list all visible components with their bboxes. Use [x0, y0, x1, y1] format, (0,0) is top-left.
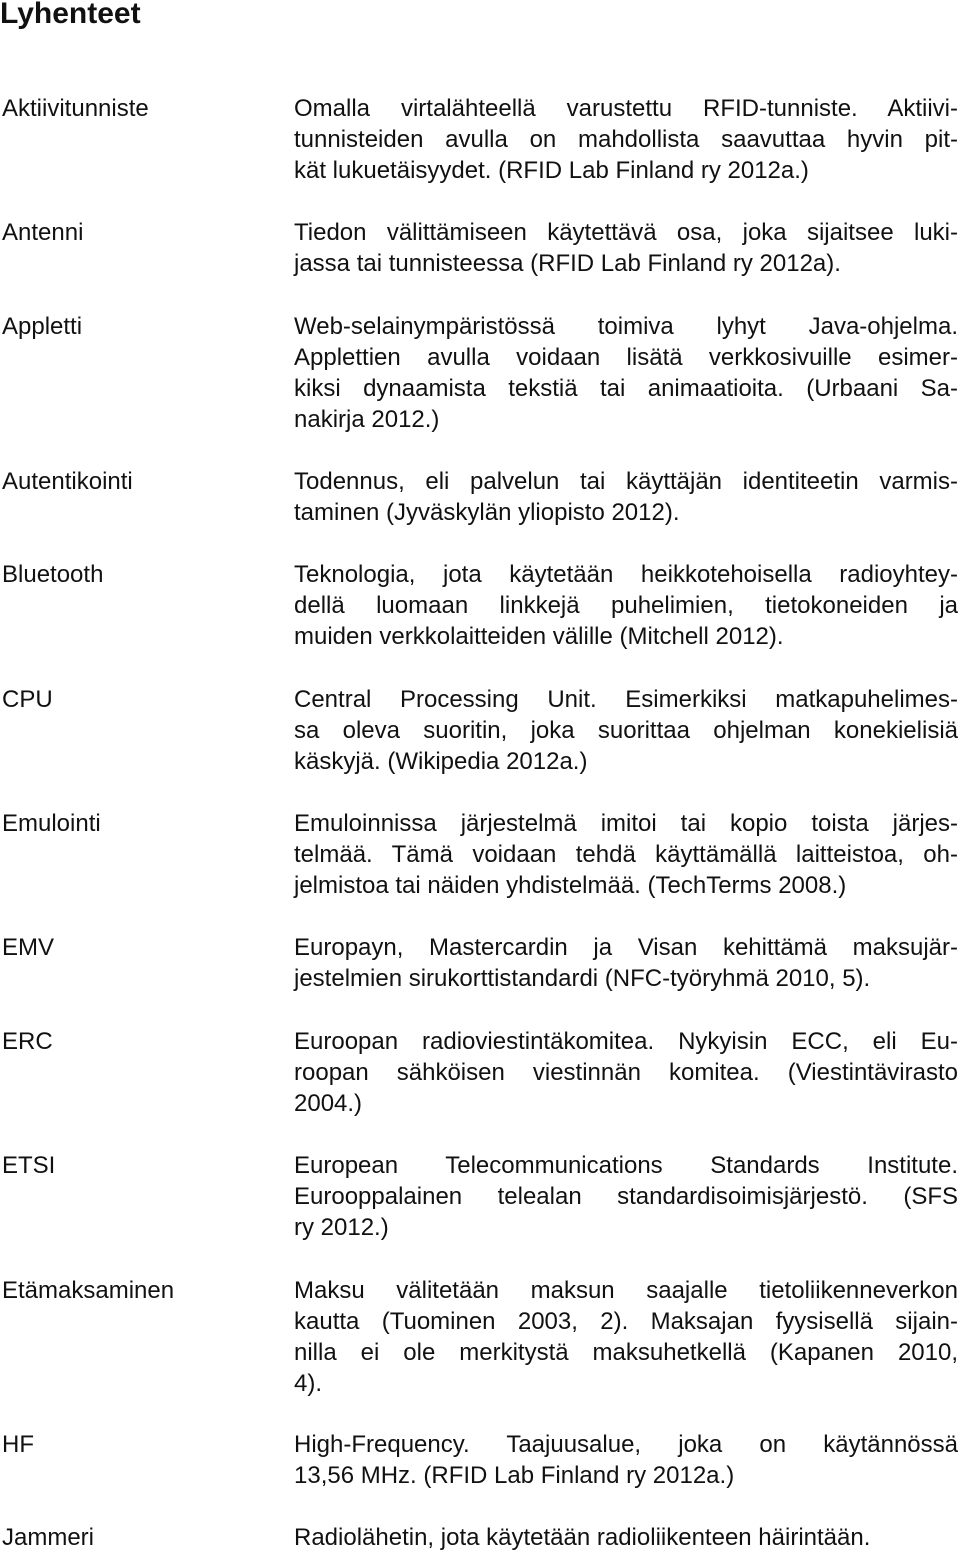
definition-line: Todennus, eli palvelun tai käyttäjän identiteetin varmis- [294, 468, 958, 495]
definition-line: Emuloinnissa järjestelmä imitoi tai kopio toista järjes- [294, 810, 958, 837]
definition-line: muiden verkkolaitteiden välille (Mitchell 2012). [294, 623, 784, 650]
definition-line: roopan sähköisen viestinnän komitea. (Viestintävirasto [294, 1059, 958, 1086]
abbreviation-term: Jammeri [2, 1524, 95, 1551]
abbreviation-term: CPU [2, 686, 53, 713]
definition-line: jassa tai tunnisteessa (RFID Lab Finland ry 2012a). [294, 250, 841, 277]
definition-line: kät lukuetäisyydet. (RFID Lab Finland ry 2012a.) [294, 157, 809, 184]
abbreviation-term: Bluetooth [2, 561, 104, 588]
abbreviation-term: HF [2, 1431, 34, 1458]
abbreviation-definition [294, 93, 958, 186]
definition-line: jestelmien sirukorttistandardi (NFC-työryhmä 2010, 5). [294, 965, 871, 992]
abbreviation-definition [294, 466, 958, 528]
definition-line: Omalla virtalähteellä varustettu RFID-tunniste. Aktiivi- [294, 95, 958, 122]
definition-line: kautta (Tuominen 2003, 2). Maksajan fyysisellä sijain- [294, 1308, 958, 1335]
abbreviation-definition [294, 559, 958, 652]
definition-line: 2004.) [294, 1090, 363, 1117]
abbreviation-definition [294, 1429, 958, 1491]
definition-line: 4). [294, 1370, 323, 1397]
abbreviation-definition [294, 1275, 958, 1399]
abbreviation-definition [294, 808, 958, 901]
page-title: Lyhenteet [0, 0, 141, 30]
abbreviation-definition [294, 1522, 958, 1553]
definition-line: 13,56 MHz. (RFID Lab Finland ry 2012a.) [294, 1462, 735, 1489]
abbreviation-definition [294, 311, 958, 435]
definition-line: tunnisteiden avulla on mahdollista saavuttaa hyvin pit- [294, 126, 958, 153]
abbreviation-term: Antenni [2, 219, 84, 246]
definition-line: Europayn, Mastercardin ja Visan kehittämä maksujär- [294, 934, 958, 961]
definition-line: European Telecommunications Standards Institute. [294, 1152, 958, 1179]
abbreviation-definition [294, 684, 958, 777]
abbreviation-definition [294, 932, 958, 994]
definition-line: taminen (Jyväskylän yliopisto 2012). [294, 499, 680, 526]
definition-line: sa oleva suoritin, joka suorittaa ohjelman konekielisiä [294, 717, 958, 744]
definition-line: Radiolähetin, jota käytetään radioliikenteen häirintään. [294, 1524, 871, 1551]
definition-line: Tiedon välittämiseen käytettävä osa, joka sijaitsee luki- [294, 219, 958, 246]
definition-line: Maksu välitetään maksun saajalle tietoliikenneverkon [294, 1277, 958, 1304]
abbreviation-term: Autentikointi [2, 468, 133, 495]
abbreviation-term: ERC [2, 1028, 53, 1055]
definition-line: Applettien avulla voidaan lisätä verkkosivuille esimer- [294, 344, 958, 371]
abbreviation-term: ETSI [2, 1152, 56, 1179]
abbreviation-term: Aktiivitunniste [2, 95, 149, 122]
definition-line: Euroopan radioviestintäkomitea. Nykyisin ECC, eli Eu- [294, 1028, 958, 1055]
definition-line: käskyjä. (Wikipedia 2012a.) [294, 748, 588, 775]
definition-line: Teknologia, jota käytetään heikkotehoisella radioyhtey- [294, 561, 958, 588]
definition-line: ry 2012.) [294, 1214, 389, 1241]
definition-line: telmää. Tämä voidaan tehdä käyttämällä laitteistoa, oh- [294, 841, 958, 868]
abbreviation-definition [294, 1026, 958, 1119]
abbreviation-definition [294, 217, 958, 279]
definition-line: jelmistoa tai näiden yhdistelmää. (TechTerms 2008.) [294, 872, 847, 899]
definition-line: dellä luomaan linkkejä puhelimien, tietokoneiden ja [294, 592, 958, 619]
definition-line: kiksi dynaamista tekstiä tai animaatioita. (Urbaani Sa- [294, 375, 958, 402]
abbreviation-term: EMV [2, 934, 55, 961]
abbreviation-definition [294, 1150, 958, 1243]
definition-line: nakirja 2012.) [294, 406, 440, 433]
definition-line: nilla ei ole merkitystä maksuhetkellä (Kapanen 2010, [294, 1339, 958, 1366]
definition-line: Eurooppalainen telealan standardisoimisjärjestö. (SFS [294, 1183, 958, 1210]
abbreviation-term: Emulointi [2, 810, 101, 837]
definition-line: High-Frequency. Taajuusalue, joka on käytännössä [294, 1431, 958, 1458]
abbreviation-term: Etämaksaminen [2, 1277, 175, 1304]
definition-line: Central Processing Unit. Esimerkiksi matkapuhelimes- [294, 686, 958, 713]
abbreviation-term: Appletti [2, 313, 83, 340]
definition-line: Web-selainympäristössä toimiva lyhyt Java-ohjelma. [294, 313, 958, 340]
